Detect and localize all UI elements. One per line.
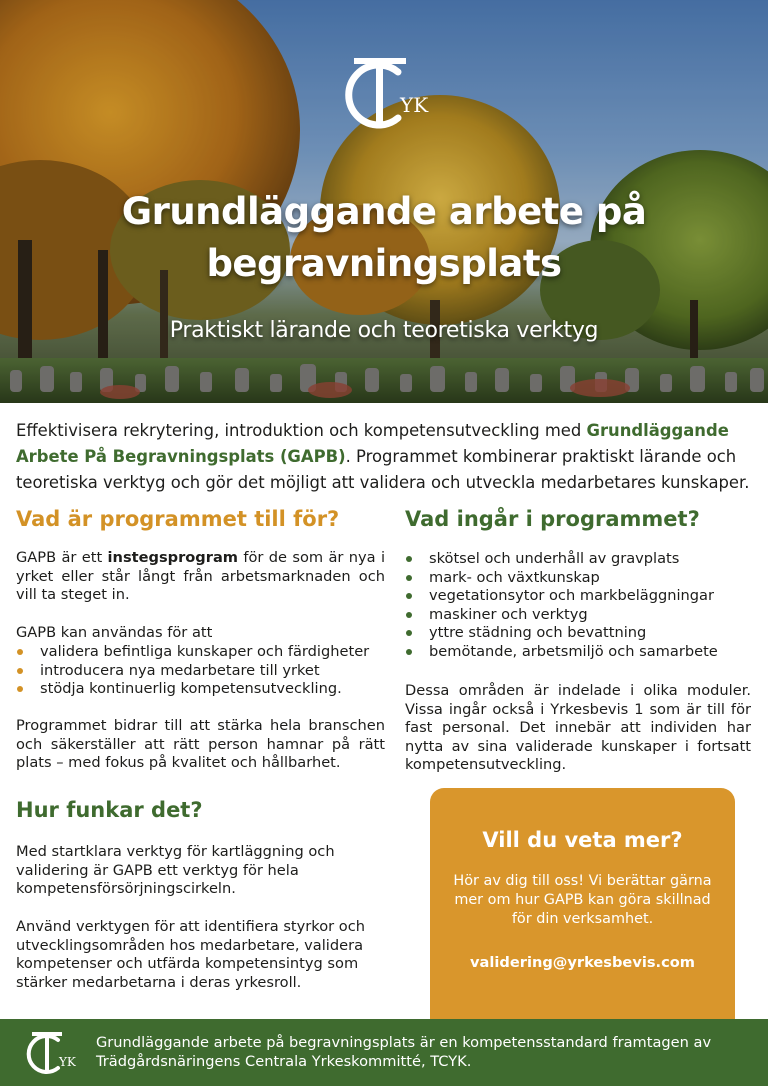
- hero-banner: [0, 0, 768, 403]
- heading-purpose: Vad är programmet till för?: [16, 507, 340, 531]
- contents-list: [405, 550, 755, 661]
- hero-title-line1: Grundläggande arbete på: [121, 190, 647, 233]
- heading-contents: Vad ingår i programmet?: [405, 507, 700, 531]
- contact-email-link[interactable]: validering@yrkesbevis.com: [470, 954, 695, 971]
- tcyk-footer-logo: [24, 1027, 80, 1081]
- contact-box: [430, 788, 735, 1020]
- svg-text:YK: YK: [59, 1055, 76, 1069]
- bullet-dot-icon: [17, 686, 23, 692]
- list-item: validera befintliga kunskaper och färdigheter: [16, 643, 391, 662]
- purpose-paragraph: [16, 549, 385, 605]
- bullet-dot-icon: [406, 556, 412, 562]
- purpose-text-pre: GAPB är ett: [16, 549, 108, 566]
- purpose-text-post: för de som är nya i yrket eller står långt från arbetsmarknaden och vill ta steget in.: [16, 549, 386, 603]
- bullet-dot-icon: [17, 649, 23, 655]
- list-item: vegetationsytor och markbeläggningar: [405, 587, 755, 606]
- heading-how-it-works: Hur funkar det?: [16, 798, 203, 822]
- list-item: skötsel och underhåll av gravplats: [405, 550, 755, 569]
- intro-highlight: Grundläggande Arbete På Begravningsplats (GAPB): [16, 421, 729, 466]
- footer: [0, 1019, 768, 1086]
- contact-text: Hör av dig till oss! Vi berättar gärna mer om hur GAPB kan göra skillnad för din verksamhet.: [453, 873, 712, 927]
- bullet-dot-icon: [406, 612, 412, 618]
- list-item: mark- och växtkunskap: [405, 569, 755, 588]
- intro-text-post: . Programmet kombinerar praktiskt lärande och teoretiska verktyg och gör det möjligt att validera och utveckla medarbetares kunskaper.: [16, 447, 750, 492]
- hero-title: [0, 186, 768, 290]
- list-item: yttre städning och bevattning: [405, 624, 755, 643]
- bullet-dot-icon: [17, 668, 23, 674]
- bullet-dot-icon: [406, 649, 412, 655]
- list-item: introducera nya medarbetare till yrket: [16, 662, 391, 681]
- list-item: stödja kontinuerlig kompetensutveckling.: [16, 680, 391, 699]
- purpose-bold: instegsprogram: [107, 549, 238, 566]
- list-item: maskiner och verktyg: [405, 606, 755, 625]
- industry-paragraph: Programmet bidrar till att stärka hela branschen och säkerställer att rätt person hamnar på rätt plats – med fokus på kvalitet och hållbarhet.: [16, 717, 385, 771]
- list-item: bemötande, arbetsmiljö och samarbete: [405, 643, 755, 662]
- tcyk-logo: [336, 52, 436, 138]
- bullet-dot-icon: [406, 575, 412, 581]
- bullet-dot-icon: [406, 593, 412, 599]
- contact-title: Vill du veta mer?: [482, 828, 683, 852]
- footer-text: Grundläggande arbete på begravningsplats är en kompetensstandard framtagen av Trädgårdsnäringens Centrala Yrkeskommitté, TCYK.: [96, 1034, 712, 1070]
- modules-paragraph: Dessa områden är indelade i olika moduler. Vissa ingår också i Yrkesbevis 1 som är till för fast personal. Det innebär att individen har nytta av sina validerade kunskaper i fortsatt kompetensutveckling.: [405, 682, 751, 773]
- hero-subtitle: Praktiskt lärande och teoretiska verktyg: [169, 318, 599, 343]
- bullet-dot-icon: [406, 630, 412, 636]
- usage-list: [16, 643, 391, 699]
- logo-suffix: YK: [400, 93, 429, 117]
- usage-lead: GAPB kan användas för att: [16, 624, 213, 641]
- intro-text-pre: Effektivisera rekrytering, introduktion och kompetensutveckling med: [16, 421, 587, 440]
- hero-title-line2: begravningsplats: [206, 242, 562, 285]
- how-paragraph-2: Använd verktygen för att identifiera styrkor och utvecklingsområden hos medarbetare, validera kompetenser och utfärda kompetensintyg som stärker medarbetarna i deras yrkesroll.: [16, 918, 365, 991]
- how-paragraph-1: Med startklara verktyg för kartläggning och validering är GAPB ett verktyg för hela kompetensförsörjningscirkeln.: [16, 843, 335, 897]
- intro-paragraph: [16, 418, 756, 496]
